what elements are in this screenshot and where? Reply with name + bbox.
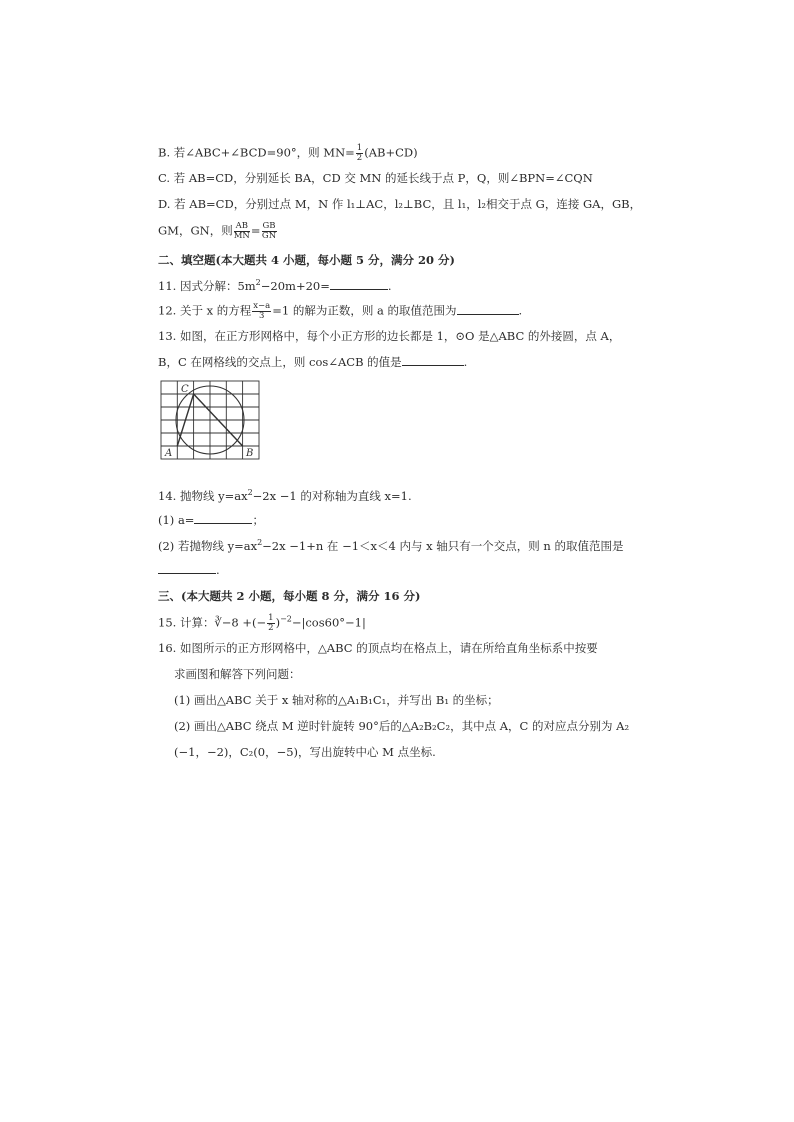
question-15: 15. 计算：∛−8 +(− $\frac{1}{2}$ )$^{-2}$−|cos60°−1| — [158, 613, 366, 633]
question-16-part2-cont: (−1，−2)，C₂(0，−5)，写出旋转中心 M 点坐标. — [174, 745, 436, 759]
option-b: B. 若∠ABC+∠BCD=90°，则 MN= $\frac{1}{2}$ (AB+CD) — [158, 143, 418, 163]
fraction: $\frac{x-a}{3}$ — [253, 301, 271, 321]
grid-circle-diagram — [160, 380, 260, 480]
fraction: $\frac{1}{2}$ — [268, 613, 274, 633]
fraction: $\frac{1}{2}$ — [356, 143, 363, 163]
section-2-heading: 二、填空题(本大题共 4 小题，每小题 5 分，满分 20 分) — [158, 253, 455, 267]
answer-blank[interactable] — [402, 354, 464, 366]
fraction: $\frac{AB}{MN}$ — [233, 221, 250, 241]
question-14-part1: (1) a= ； — [158, 513, 264, 527]
answer-blank[interactable] — [457, 303, 519, 315]
question-11: 11. 因式分解：$5m^2-20m+20=$ . — [158, 278, 392, 293]
option-c: C. 若 AB=CD，分别延长 BA，CD 交 MN 的延长线于点 P，Q，则∠BPN=∠CQN — [158, 171, 593, 185]
label-a: A — [165, 448, 173, 459]
question-16-part2: (2) 画出△ABC 绕点 M 逆时针旋转 90°后的△A₂B₂C₂，其中点 A，C 的对应点分别为 A₂ — [174, 719, 630, 733]
section-3-heading: 三、(本大题共 2 小题，每小题 8 分，满分 16 分) — [158, 589, 421, 603]
question-14: 14. 抛物线 $y=ax^2-2x -1$ 的对称轴为直线 x=1. — [158, 488, 412, 503]
question-16-part1: (1) 画出△ABC 关于 x 轴对称的△A₁B₁C₁，并写出 B₁ 的坐标； — [174, 693, 499, 707]
answer-blank[interactable] — [158, 562, 216, 574]
answer-blank[interactable] — [330, 278, 388, 290]
question-14-part2: (2) 若抛物线 $y=ax^2-2x -1+n$ 在 −1＜x＜4 内与 x 轴只有一个交点，则 n 的取值范围是 — [158, 538, 624, 553]
label-c: C — [181, 384, 189, 395]
question-14-part2-blank: . — [158, 562, 220, 578]
question-16-line2: 求画图和解答下列问题： — [174, 667, 301, 681]
option-d-line2: GM，GN，则 $\frac{AB}{MN}$ = $\frac{GB}{GN}$ — [158, 221, 277, 241]
question-13-line2: B，C 在网格线的交点上，则 cos∠ACB 的值是 . — [158, 355, 468, 369]
grid-figure — [160, 380, 260, 480]
label-b: B — [246, 448, 254, 459]
option-d-line1: D. 若 AB=CD，分别过点 M，N 作 l₁⊥AC，l₂⊥BC，且 l₁，l₂相交于点 G，连接 GA，GB， — [158, 197, 642, 211]
answer-blank[interactable] — [194, 512, 252, 524]
fraction: $\frac{GB}{GN}$ — [261, 221, 277, 241]
question-16-line1: 16. 如图所示的正方形网格中，△ABC 的顶点均在格点上，请在所给直角坐标系中按要 — [158, 641, 598, 655]
question-12: 12. 关于 x 的方程 $\frac{x-a}{3}$ =1 的解为正数，则 a 的取值范围为 . — [158, 301, 523, 321]
question-13-line1: 13. 如图，在正方形网格中，每个小正方形的边长都是 1，⊙O 是△ABC 的外接圆，点 A， — [158, 329, 621, 343]
